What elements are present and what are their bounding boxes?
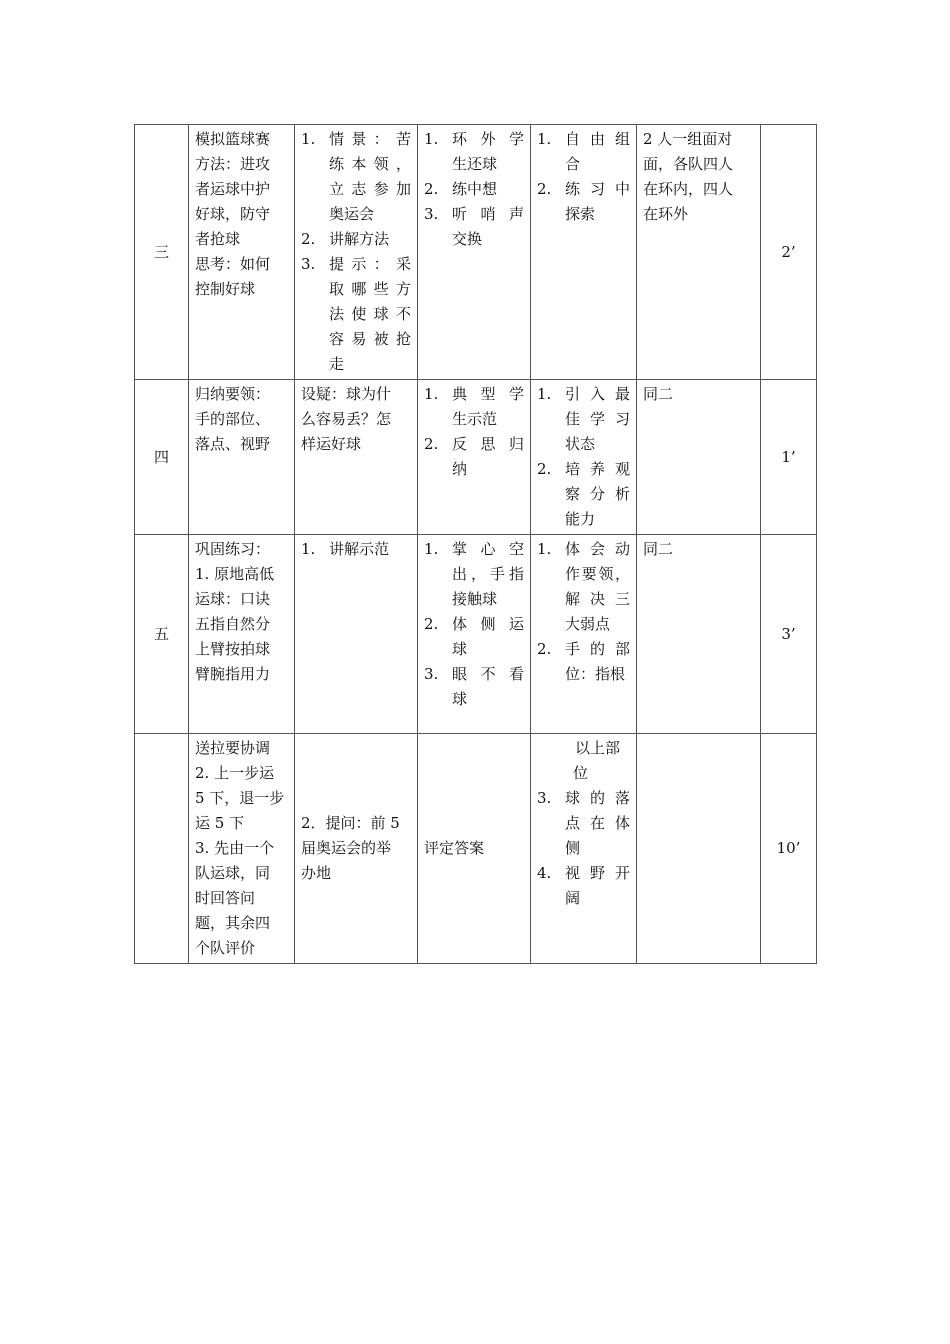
teacher-line: 2．提问：前 5: [301, 814, 400, 832]
item-line: 作要领，: [565, 565, 630, 583]
item-index: 1.: [537, 130, 552, 148]
item-index: 4.: [537, 864, 552, 882]
content-line: 好球，防守: [195, 205, 271, 223]
purpose-cell: [531, 734, 637, 964]
teacher-item: [301, 537, 411, 562]
item-line: 纳: [452, 460, 468, 478]
student-list: [424, 382, 524, 482]
teacher-item: [301, 252, 411, 377]
item-line: 听哨声: [452, 205, 524, 223]
content-cell: [189, 125, 295, 380]
purpose-item: [537, 786, 630, 861]
student-item: [424, 177, 524, 202]
item-index: 1.: [301, 130, 316, 148]
content-line: 思考：如何: [195, 255, 271, 273]
content-line: 模拟篮球赛: [195, 130, 271, 148]
time-cell: [761, 734, 817, 964]
purpose-item: [537, 382, 630, 457]
item-index: 2.: [537, 640, 552, 658]
item-line: 典型学: [452, 385, 524, 403]
content-line: 送拉要协调: [195, 739, 271, 757]
item-index: 3.: [537, 789, 552, 807]
content-cell: [189, 535, 295, 734]
purpose-list: [537, 127, 630, 227]
teacher-line: 设疑：球为什: [301, 385, 392, 403]
item-line: 取哪些方: [329, 280, 411, 298]
item-index: 3.: [424, 665, 439, 683]
content-line: 时回答问: [195, 889, 256, 907]
table-row: [135, 535, 817, 734]
content-line: 上臂按拍球: [195, 640, 271, 658]
item-line: 法使球不: [329, 305, 411, 323]
item-line: 交换: [452, 230, 483, 248]
content-line: 归纳要领：: [195, 385, 271, 403]
stage-number-cell: [135, 380, 189, 535]
time-cell: [761, 125, 817, 380]
item-line: 讲解示范: [329, 540, 390, 558]
content-line: 3. 先由一个: [195, 839, 275, 857]
time-cell: [761, 535, 817, 734]
table-row: [135, 380, 817, 535]
organization-line: 同二: [643, 385, 674, 403]
purpose-list: [537, 382, 630, 532]
student-cell: [418, 125, 531, 380]
stage-number-cell: [135, 125, 189, 380]
item-line: 自由组: [565, 130, 630, 148]
item-line: 提示：采: [329, 255, 411, 273]
content-line: 五指自然分: [195, 615, 271, 633]
item-index: 3.: [301, 255, 316, 273]
teacher-item: [301, 227, 411, 252]
item-line: 眼不看: [452, 665, 524, 683]
organization-line: 面，各队四人: [643, 155, 734, 173]
item-index: 1.: [537, 540, 552, 558]
stage-number: 四: [153, 447, 169, 466]
teacher-list: [301, 537, 411, 562]
table-row: [135, 734, 817, 964]
content-cell: [189, 734, 295, 964]
purpose-continued-line: 以上部: [575, 739, 621, 757]
content-line: 运 5 下: [195, 814, 245, 832]
time-value: 3’: [781, 624, 796, 643]
item-line: 练本领，: [329, 155, 411, 173]
item-line: 奥运会: [329, 205, 375, 223]
content-line: 者运球中护: [195, 180, 271, 198]
stage-number-cell: [135, 535, 189, 734]
content-line: 臂腕指用力: [195, 665, 271, 683]
content-line: 运球：口诀: [195, 590, 271, 608]
teacher-line: 届奥运会的举: [301, 839, 392, 857]
item-index: 1.: [424, 540, 439, 558]
item-line: 出，手指: [452, 565, 524, 583]
content-line: 个队评价: [195, 939, 256, 957]
item-line: 培养观: [565, 460, 630, 478]
student-cell: [418, 380, 531, 535]
time-value: 10’: [776, 839, 801, 857]
teacher-cell: [295, 734, 418, 964]
content-line: 落点、视野: [195, 435, 271, 453]
purpose-item: [537, 861, 630, 911]
organization-cell: [637, 125, 761, 380]
item-index: 2.: [424, 180, 439, 198]
item-line: 练习中: [565, 180, 630, 198]
item-line: 引入最: [565, 385, 630, 403]
purpose-item: [537, 127, 630, 177]
teacher-item: [301, 127, 411, 227]
item-index: 2.: [424, 435, 439, 453]
item-line: 情景：苦: [329, 130, 411, 148]
time-cell: [761, 380, 817, 535]
item-index: 1.: [424, 385, 439, 403]
organization-cell: [637, 734, 761, 964]
item-line: 练中想: [452, 180, 498, 198]
student-list: [424, 127, 524, 252]
item-line: 容易被抢: [329, 330, 411, 348]
content-line: 方法：进攻: [195, 155, 271, 173]
student-item: [424, 382, 524, 432]
item-index: 1.: [537, 385, 552, 403]
content-cell: [189, 380, 295, 535]
stage-number: 三: [153, 242, 169, 261]
teacher-cell: [295, 380, 418, 535]
item-line: 视野开: [565, 864, 630, 882]
item-index: 1.: [424, 130, 439, 148]
purpose-list: [537, 786, 630, 911]
student-line: 评定答案: [424, 839, 485, 857]
teacher-cell: [295, 535, 418, 734]
item-line: 体会动: [565, 540, 630, 558]
organization-cell: [637, 380, 761, 535]
content-line: 1. 原地高低: [195, 565, 275, 583]
organization-line: 2 人一组面对: [643, 130, 733, 148]
item-line: 察分析: [565, 485, 630, 503]
content-line: 手的部位、: [195, 410, 271, 428]
student-item: [424, 612, 524, 662]
stage-number: 五: [153, 624, 169, 643]
organization-line: 在环内，四人: [643, 180, 734, 198]
item-line: 球: [452, 640, 468, 658]
teacher-line: 么容易丢？怎: [301, 410, 392, 428]
content-line: 巩固练习：: [195, 540, 271, 558]
purpose-continued-line: 位: [573, 764, 589, 782]
item-line: 探索: [565, 205, 596, 223]
purpose-item: [537, 537, 630, 637]
teacher-line: 样运好球: [301, 435, 362, 453]
content-line: 者抢球: [195, 230, 241, 248]
time-value: 1’: [781, 447, 796, 466]
item-line: 位：指根: [565, 665, 626, 683]
item-line: 球: [452, 690, 468, 708]
item-line: 阔: [565, 889, 581, 907]
content-line: 队运球，同: [195, 864, 271, 882]
purpose-cell: [531, 125, 637, 380]
item-line: 合: [565, 155, 581, 173]
purpose-list: [537, 537, 630, 687]
item-line: 佳学习: [565, 410, 630, 428]
item-index: 2.: [537, 180, 552, 198]
item-line: 手的部: [565, 640, 630, 658]
lesson-plan-table: [134, 124, 817, 964]
content-line: 2. 上一步运: [195, 764, 275, 782]
item-line: 走: [329, 355, 345, 373]
student-item: [424, 202, 524, 252]
item-index: 2.: [537, 460, 552, 478]
item-line: 体侧运: [452, 615, 524, 633]
student-item: [424, 127, 524, 177]
stage-number-cell: [135, 734, 189, 964]
purpose-cell: [531, 535, 637, 734]
item-line: 讲解方法: [329, 230, 390, 248]
student-cell: [418, 734, 531, 964]
table-row: [135, 125, 817, 380]
item-line: 生示范: [452, 410, 498, 428]
teacher-line: 办地: [301, 864, 332, 882]
item-index: 2.: [424, 615, 439, 633]
purpose-item: [537, 177, 630, 227]
teacher-list: [301, 127, 411, 377]
student-item: [424, 537, 524, 612]
organization-line: 同二: [643, 540, 674, 558]
student-item: [424, 432, 524, 482]
item-line: 接触球: [452, 590, 498, 608]
item-line: 立志参加: [329, 180, 411, 198]
item-line: 球的落: [565, 789, 630, 807]
item-line: 生还球: [452, 155, 498, 173]
item-line: 掌心空: [452, 540, 524, 558]
time-value: 2’: [781, 242, 796, 261]
purpose-item: [537, 457, 630, 532]
content-line: 控制好球: [195, 280, 256, 298]
content-line: 题，其余四: [195, 914, 271, 932]
item-line: 点在体: [565, 814, 630, 832]
item-line: 状态: [565, 435, 596, 453]
item-line: 能力: [565, 510, 596, 528]
organization-line: 在环外: [643, 205, 689, 223]
purpose-item: [537, 637, 630, 687]
item-index: 2.: [301, 230, 316, 248]
student-list: [424, 537, 524, 712]
organization-cell: [637, 535, 761, 734]
item-index: 1.: [301, 540, 316, 558]
student-item: [424, 662, 524, 712]
item-index: 3.: [424, 205, 439, 223]
item-line: 侧: [565, 839, 581, 857]
item-line: 解决三: [565, 590, 630, 608]
student-cell: [418, 535, 531, 734]
lesson-plan-body: [135, 125, 817, 964]
teacher-cell: [295, 125, 418, 380]
item-line: 反思归: [452, 435, 524, 453]
item-line: 大弱点: [565, 615, 611, 633]
item-line: 环外学: [452, 130, 524, 148]
content-line: 5 下，退一步: [195, 789, 285, 807]
purpose-cell: [531, 380, 637, 535]
